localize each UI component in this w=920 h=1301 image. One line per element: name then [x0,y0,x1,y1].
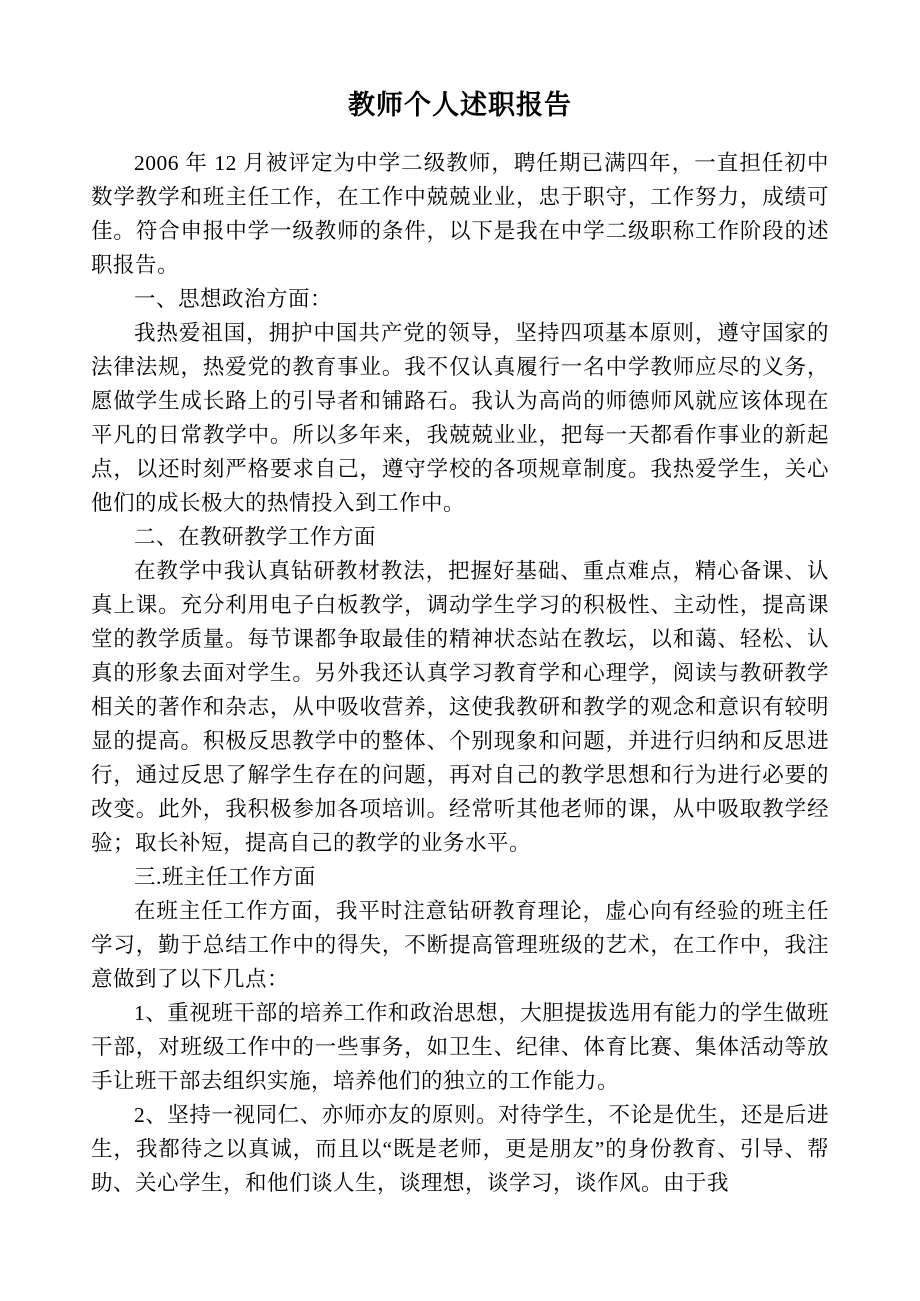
list-item-1-paragraph: 1、重视班干部的培养工作和政治思想，大胆提拔选用有能力的学生做班干部，对班级工作中的一些事务，如卫生、纪律、体育比赛、集体活动等放手让班干部去组织实施，培养他们的独立的工作能力。 [91,1001,829,1093]
section-3-paragraph: 在班主任工作方面，我平时注意钻研教育理论，虚心向有经验的班主任学习，勤于总结工作中的得失，不断提高管理班级的艺术，在工作中，我注意做到了以下几点： [91,899,829,991]
section-2-heading: 二、在教研教学工作方面 [134,525,377,549]
section-2-paragraph: 在教学中我认真钻研教材教法，把握好基础、重点难点，精心备课、认真上课。充分利用电子白板教学，调动学生学习的积极性、主动性，提高课堂的教学质量。每节课都争取最佳的精神状态站在教坛，以和蔼、轻松、认真的形象去面对学生。另外我还认真学习教育学和心理学，阅读与教研教学相关的著作和杂志，从中吸收营养，这使我教研和教学的观念和意识有较明显的提高。积极反思教学中的整体、个别现象和问题，并进行归纳和反思进行，通过反思了解学生存在的问题，再对自己的教学思想和行为进行必要的改变。此外，我积极参加各项培训。经常听其他老师的课，从中吸取教学经验；取长补短，提高自己的教学的业务水平。 [91,559,829,855]
section-1-heading: 一、思想政治方面： [134,287,333,311]
intro-paragraph: 2006 年 12 月被评定为中学二级教师，聘任期已满四年，一直担任初中数学教学和班主任工作，在工作中兢兢业业，忠于职守，工作努力，成绩可佳。符合申报中学一级教师的条件，以下是我在中学二级职称工作阶段的述职报告。 [91,151,829,277]
list-item-2-paragraph: 2、坚持一视同仁、亦师亦友的原则。对待学生，不论是优生，还是后进生，我都待之以真诚，而且以“既是老师，更是朋友”的身份教育、引导、帮助、关心学生，和他们谈人生，谈理想，谈学习，谈作风。由于我 [91,1103,829,1195]
section-3-heading: 三.班主任工作方面 [134,865,316,889]
document-title: 教师个人述职报告 [348,90,572,121]
section-1-paragraph: 我热爱祖国，拥护中国共产党的领导，坚持四项基本原则，遵守国家的法律法规，热爱党的教育事业。我不仅认真履行一名中学教师应尽的义务，愿做学生成长路上的引导者和铺路石。我认为高尚的师德师风就应该体现在平凡的日常教学中。所以多年来，我兢兢业业，把每一天都看作事业的新起点，以还时刻严格要求自己，遵守学校的各项规章制度。我热爱学生，关心他们的成长极大的热情投入到工作中。 [91,321,829,515]
